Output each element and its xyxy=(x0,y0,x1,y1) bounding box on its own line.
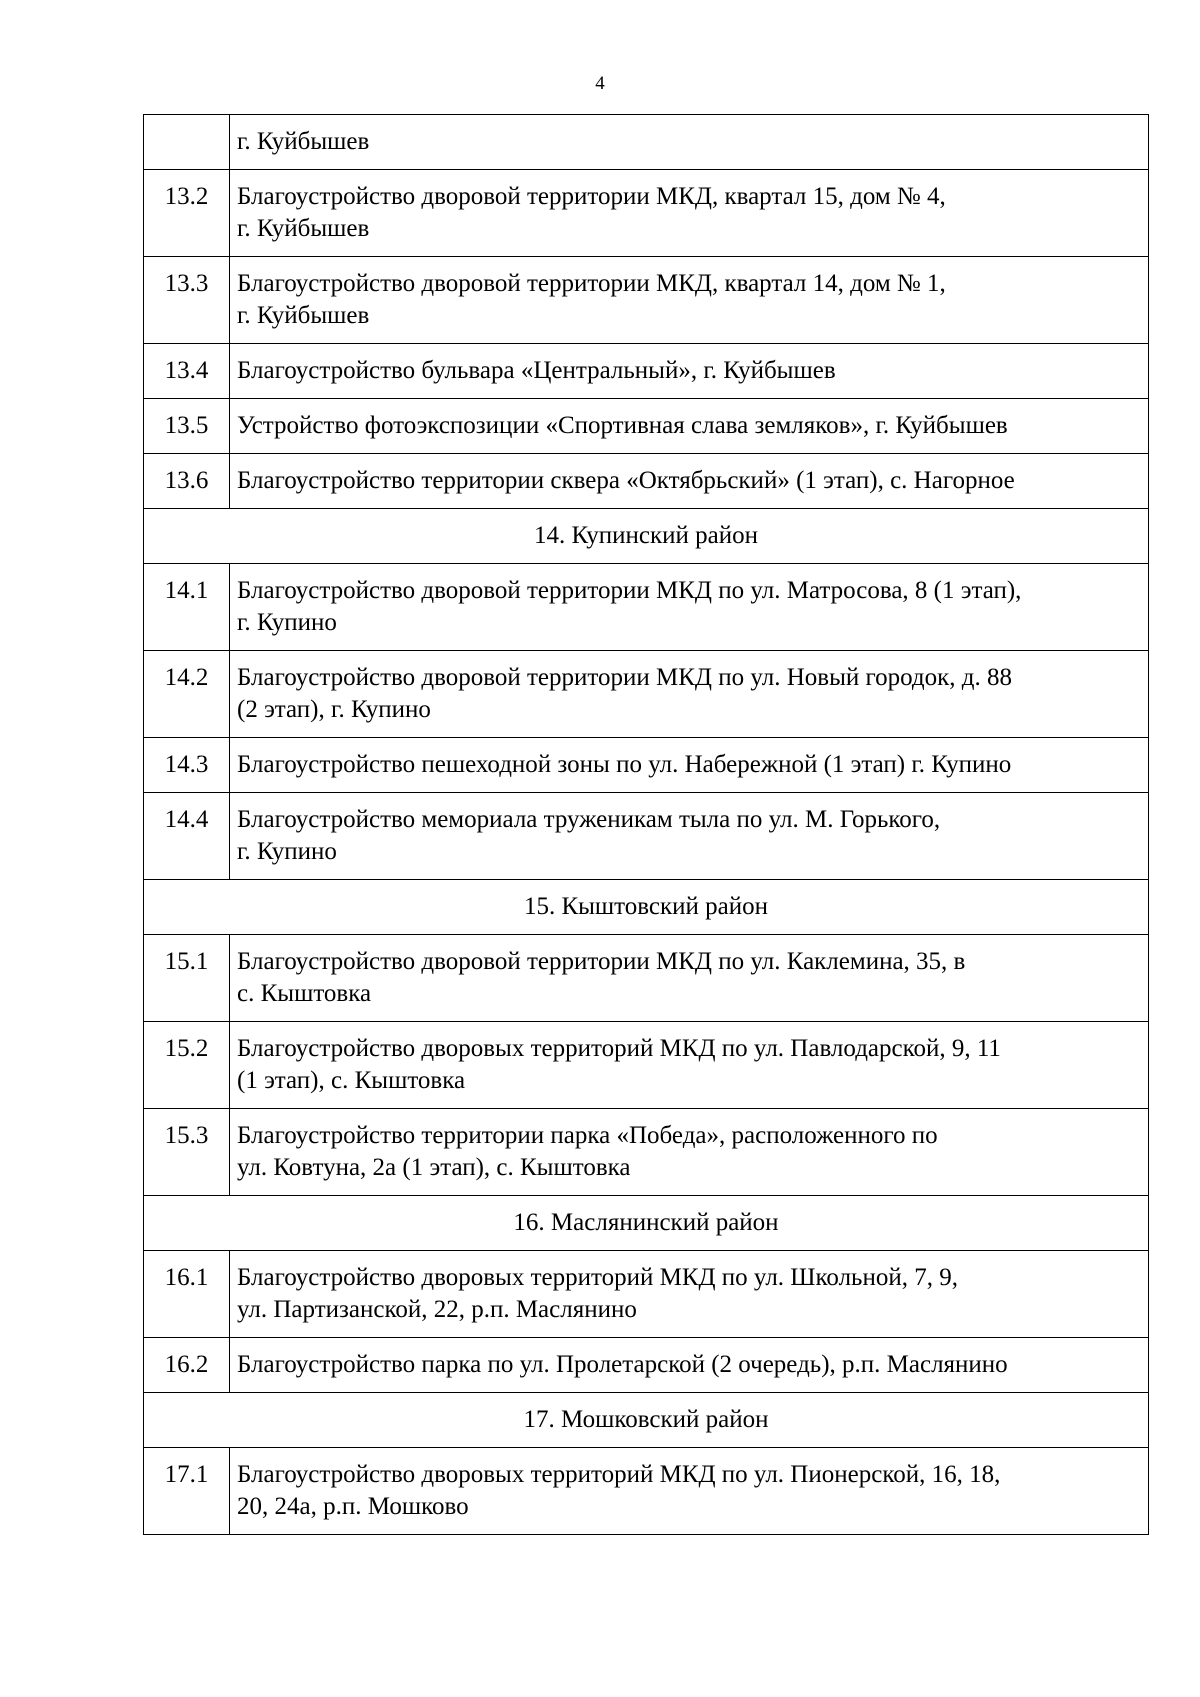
item-description-line: Благоустройство дворовой территории МКД по ул. Каклемина, 35, в xyxy=(237,948,966,975)
item-number-cell xyxy=(144,1338,230,1393)
item-description xyxy=(237,1448,1144,1523)
item-description-line: с. Кыштовка xyxy=(237,980,372,1007)
table-row xyxy=(144,564,1149,651)
item-number: 14.4 xyxy=(164,806,209,833)
item-number-cell xyxy=(144,344,230,399)
item-number: 16.2 xyxy=(164,1351,209,1378)
item-number-cell xyxy=(144,1022,230,1109)
item-number-cell xyxy=(144,564,230,651)
item-number-cell xyxy=(144,1448,230,1535)
table-row xyxy=(144,257,1149,344)
table-row xyxy=(144,1022,1149,1109)
item-description-cell xyxy=(230,738,1149,793)
item-description-line: ул. Ковтуна, 2а (1 этап), с. Кыштовка xyxy=(237,1154,631,1181)
item-description xyxy=(237,344,1144,387)
item-description-line: (2 этап), г. Купино xyxy=(237,696,431,723)
item-number: 15.2 xyxy=(164,1035,209,1062)
item-number-cell xyxy=(144,257,230,344)
table-row xyxy=(144,1251,1149,1338)
item-description-cell xyxy=(230,115,1149,170)
section-header-row xyxy=(144,1393,1149,1448)
item-description xyxy=(237,651,1144,726)
table-row xyxy=(144,793,1149,880)
item-description-line: Благоустройство дворовой территории МКД, квартал 14, дом № 1, xyxy=(237,270,946,297)
item-description xyxy=(237,793,1144,868)
item-description xyxy=(237,115,1144,158)
section-title-text: 16. Маслянинский район xyxy=(513,1209,779,1236)
item-description-cell xyxy=(230,344,1149,399)
item-number-cell xyxy=(144,793,230,880)
item-number: 14.1 xyxy=(164,577,209,604)
item-description-line: г. Куйбышев xyxy=(237,302,370,329)
table-row xyxy=(144,115,1149,170)
item-number-cell xyxy=(144,1109,230,1196)
item-description xyxy=(237,1022,1144,1097)
item-number: 17.1 xyxy=(164,1461,209,1488)
item-description-cell xyxy=(230,1448,1149,1535)
page-number: 4 xyxy=(595,73,605,94)
item-description-line: Благоустройство мемориала труженикам тыла по ул. М. Горького, xyxy=(237,806,941,833)
projects-table xyxy=(143,114,1149,1535)
section-title-text: 15. Кыштовский район xyxy=(523,893,769,920)
item-number: 13.4 xyxy=(164,357,209,384)
section-header-row xyxy=(144,1196,1149,1251)
item-description-cell xyxy=(230,793,1149,880)
item-description-line: 20, 24а, р.п. Мошково xyxy=(237,1493,469,1520)
item-description xyxy=(237,170,1144,245)
item-number: 15.3 xyxy=(164,1122,209,1149)
table-row xyxy=(144,399,1149,454)
item-description xyxy=(237,1338,1144,1381)
section-title xyxy=(144,880,1149,935)
item-description xyxy=(237,564,1144,639)
item-description-cell xyxy=(230,1022,1149,1109)
table-row xyxy=(144,1448,1149,1535)
item-description xyxy=(237,399,1144,442)
item-number: 14.2 xyxy=(164,664,209,691)
item-number xyxy=(144,115,229,126)
table-row xyxy=(144,170,1149,257)
item-number: 15.1 xyxy=(164,948,209,975)
item-number: 14.3 xyxy=(164,751,209,778)
table-row xyxy=(144,344,1149,399)
item-description xyxy=(237,257,1144,332)
item-description-line: Благоустройство дворовой территории МКД, квартал 15, дом № 4, xyxy=(237,183,946,210)
item-description-line: г. Купино xyxy=(237,838,337,865)
table-row xyxy=(144,1338,1149,1393)
item-description-cell xyxy=(230,399,1149,454)
item-description-line: Благоустройство дворовой территории МКД по ул. Новый городок, д. 88 xyxy=(237,664,1012,691)
item-number-cell xyxy=(144,651,230,738)
item-description-line: Благоустройство территории сквера «Октябрьский» (1 этап), с. Нагорное xyxy=(237,467,1015,494)
section-header-row xyxy=(144,509,1149,564)
item-description-cell xyxy=(230,454,1149,509)
item-number: 13.6 xyxy=(164,467,209,494)
item-number-cell xyxy=(144,399,230,454)
item-description-cell xyxy=(230,257,1149,344)
table-row xyxy=(144,1109,1149,1196)
item-description-line: Благоустройство бульвара «Центральный», г. Куйбышев xyxy=(237,357,836,384)
item-number-cell xyxy=(144,1251,230,1338)
section-title-text: 17. Мошковский район xyxy=(523,1406,769,1433)
item-description-line: Благоустройство пешеходной зоны по ул. Набережной (1 этап) г. Купино xyxy=(237,751,1012,778)
item-description-cell xyxy=(230,651,1149,738)
section-title xyxy=(144,1393,1149,1448)
item-number-cell xyxy=(144,170,230,257)
item-description-line: г. Купино xyxy=(237,609,337,636)
section-title-text: 14. Купинский район xyxy=(533,522,759,549)
table-row xyxy=(144,935,1149,1022)
item-description-line: Благоустройство территории парка «Победа», расположенного по xyxy=(237,1122,938,1149)
projects-table-body xyxy=(144,115,1149,1535)
item-description-line: ул. Партизанской, 22, р.п. Маслянино xyxy=(237,1296,637,1323)
table-row xyxy=(144,651,1149,738)
item-description-line: Благоустройство парка по ул. Пролетарской (2 очередь), р.п. Маслянино xyxy=(237,1351,1008,1378)
item-description xyxy=(237,1251,1144,1326)
item-description-line: г. Куйбышев xyxy=(237,215,370,242)
item-description-cell xyxy=(230,1109,1149,1196)
item-description xyxy=(237,935,1144,1010)
item-number-cell xyxy=(144,738,230,793)
item-number: 13.5 xyxy=(164,412,209,439)
item-description-cell xyxy=(230,1338,1149,1393)
item-description-line: Устройство фотоэкспозиции «Спортивная слава земляков», г. Куйбышев xyxy=(237,412,1008,439)
item-description-cell xyxy=(230,564,1149,651)
item-number-cell xyxy=(144,115,230,170)
item-description-line: г. Куйбышев xyxy=(237,128,370,155)
item-number-cell xyxy=(144,935,230,1022)
item-number: 16.1 xyxy=(164,1264,209,1291)
table-row xyxy=(144,738,1149,793)
item-description-line: Благоустройство дворовых территорий МКД по ул. Павлодарской, 9, 11 xyxy=(237,1035,1001,1062)
section-header-row xyxy=(144,880,1149,935)
item-description-cell xyxy=(230,170,1149,257)
item-number: 13.3 xyxy=(164,270,209,297)
item-description xyxy=(237,454,1144,497)
item-description-cell xyxy=(230,1251,1149,1338)
item-description-line: Благоустройство дворовых территорий МКД по ул. Пионерской, 16, 18, xyxy=(237,1461,1001,1488)
item-description-line: Благоустройство дворовых территорий МКД по ул. Школьной, 7, 9, xyxy=(237,1264,958,1291)
item-number-cell xyxy=(144,454,230,509)
item-description-cell xyxy=(230,935,1149,1022)
item-description-line: (1 этап), с. Кыштовка xyxy=(237,1067,466,1094)
item-description xyxy=(237,738,1144,781)
section-title xyxy=(144,1196,1149,1251)
section-title xyxy=(144,509,1149,564)
item-number: 13.2 xyxy=(164,183,209,210)
item-description-line: Благоустройство дворовой территории МКД по ул. Матросова, 8 (1 этап), xyxy=(237,577,1022,604)
item-description xyxy=(237,1109,1144,1184)
table-row xyxy=(144,454,1149,509)
